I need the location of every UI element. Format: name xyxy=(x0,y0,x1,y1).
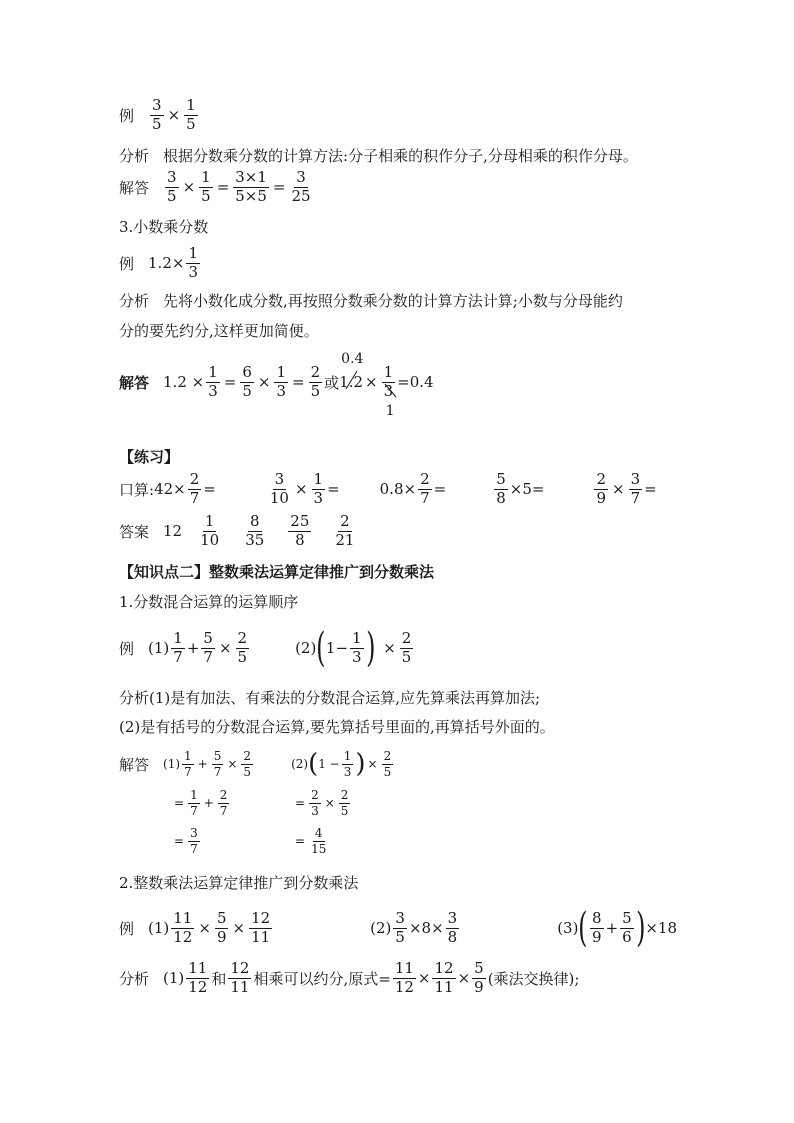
fraction: $\frac{2}{5}$ xyxy=(243,749,252,779)
section-title-1: 1.分数混合运算的运算顺序 xyxy=(119,593,299,611)
fraction: 12 11 xyxy=(230,959,250,996)
cancel-stroke-icon xyxy=(382,381,400,401)
fraction: $\frac{2}{5}$ xyxy=(401,628,412,666)
example-2: 例 1.2× $\frac{1}{3}$ xyxy=(119,244,198,281)
fraction: 1 10 xyxy=(200,512,220,549)
fraction: $\frac{3}{25}$ xyxy=(291,168,311,205)
fraction: $\frac{3}{7}$ xyxy=(190,826,198,856)
knowledge-point-2-title: 【知识点二】整数乘法运算定律推广到分数乘法 xyxy=(119,563,435,581)
analysis-3-line1: 分析(1)是有加法、有乘法的分数混合运算,应先算乘法再算加法; xyxy=(119,689,541,707)
solution-2: 解答 1.2 × $\frac{1}{3}$ = $\frac{6}{5}$ × $\frac{1}{3}$ = $\frac{2}{5}$ 或 1.2 0.4 × $\frac{1}{3}$ 1 =0.4 xyxy=(119,351,434,419)
fraction: $\frac{3}{8}$ xyxy=(447,908,458,946)
analysis-label: 分析 xyxy=(119,292,150,310)
example-label: 例 xyxy=(119,639,135,658)
fraction: $\frac{1}{3}$ xyxy=(383,363,394,400)
fraction: $\frac{1}{3}$ xyxy=(188,244,198,281)
fraction: $\frac{12}{11}$ xyxy=(434,959,454,996)
fraction: $\frac{11}{12}$ xyxy=(173,908,193,946)
cancelled-decimal: 1.2 0.4 xyxy=(339,351,364,392)
fraction: $\frac{5}{7}$ xyxy=(203,628,213,666)
analysis-text: 根据分数乘分数的计算方法:分子相乘的积作分子,分母相乘的积作分母。 xyxy=(163,147,638,165)
fraction: $\frac{2}{7}$ xyxy=(219,788,228,818)
solution-label: 解答 xyxy=(119,373,150,392)
answer-label: 答案 xyxy=(119,522,150,541)
fraction: $\frac{1}{3}$ xyxy=(208,363,218,400)
solution-label: 解答 xyxy=(119,755,150,774)
cancelled-fraction xyxy=(380,363,398,419)
solution-3-row2-right: = $\frac{2}{3}$ × $\frac{2}{5}$ xyxy=(295,788,349,818)
analysis-1 xyxy=(119,145,638,166)
fraction: $\frac{3\times 1}{5\times 5}$ xyxy=(235,168,267,205)
fraction: 25 8 xyxy=(290,512,310,549)
fraction: $\frac{5}{9}$ xyxy=(474,959,484,996)
fraction: $\frac{2}{5}$ xyxy=(237,628,248,666)
fraction: $\frac{3}{5}$ xyxy=(167,168,177,205)
section-title-2: 2.整数乘法运算定律推广到分数乘法 xyxy=(119,874,359,892)
fraction: $\frac{1}{5}$ xyxy=(186,96,196,133)
solution-3-row3-right: = $\frac{4}{15}$ xyxy=(295,826,327,856)
fraction: 1 7 xyxy=(173,628,183,666)
fraction: $\frac{1}{3}$ xyxy=(343,749,352,779)
fraction: $\frac{5}{8}$ xyxy=(496,470,506,507)
analysis-label: 分析 xyxy=(119,969,150,988)
fraction: $\frac{1}{7}$ xyxy=(190,788,198,818)
fraction: $\frac{3}{5}$ xyxy=(152,96,162,133)
fraction: $\frac{2}{7}$ xyxy=(420,470,430,507)
fraction: $\frac{1}{3}$ xyxy=(276,363,287,400)
solution-label: 解答 xyxy=(119,178,150,197)
fraction: 8 35 xyxy=(245,512,265,549)
solution-1: 解答 $\frac{3}{5}$ × $\frac{1}{5}$ = $\frac{3\times 1}{5\times 5}$ = $\frac{3}{25}$ xyxy=(119,168,311,205)
section-title-3: 3.小数乘分数 xyxy=(119,218,209,236)
fraction: $\frac{3}{7}$ xyxy=(630,470,641,507)
fraction: $\frac{12}{11}$ xyxy=(251,908,271,946)
fraction: $\frac{2}{5}$ xyxy=(383,749,392,779)
fraction: $\frac{1}{5}$ xyxy=(201,168,211,205)
fraction: $\frac{3}{10}$ xyxy=(269,470,289,507)
fraction: $\frac{2}{7}$ xyxy=(189,470,200,507)
fraction: $\frac{2}{3}$ xyxy=(311,788,319,818)
example-label: 例 xyxy=(119,254,135,273)
example-4: 例 (1) $\frac{11}{12}$ × $\frac{5}{9}$ × $\frac{12}{11}$ (2) $\frac{3}{5}$ ×8× $\frac{3}{8}$ (3) ( 8 9 + $\frac{5}{6}$ ) ×18 xyxy=(119,905,677,951)
practice-title: 【练习】 xyxy=(119,448,180,466)
fraction: $\frac{1}{3}$ xyxy=(352,628,362,666)
fraction: $\frac{5}{7}$ xyxy=(213,749,222,779)
analysis-label: 分析 xyxy=(119,147,150,165)
fraction: $\frac{2}{5}$ xyxy=(340,788,349,818)
fraction: 11 12 xyxy=(188,959,208,996)
fraction: $\frac{6}{5}$ xyxy=(242,363,252,400)
example-1: 例 $\frac{3}{5}$ × $\frac{1}{5}$ xyxy=(119,96,196,133)
analysis-4: 分析 (1) 11 12 和 12 11 相乘可以约分,原式= $\frac{11}{12}$ × $\frac{12}{11}$ × $\frac{5}{9}$ (乘法交换律); xyxy=(119,959,580,996)
fraction: $\frac{4}{15}$ xyxy=(311,826,327,856)
reduced-denominator: 1 xyxy=(385,403,395,419)
solution-3-row3-left: = $\frac{3}{7}$ xyxy=(174,826,198,856)
fraction: $\frac{5}{6}$ xyxy=(622,908,632,946)
analysis-2-line2: 分的要先约分,这样更加简便。 xyxy=(119,322,319,340)
solution-3-row1: 解答 (1) 1 7 + $\frac{5}{7}$ × $\frac{2}{5}$ (2) ( 1 − $\frac{1}{3}$ ) × $\frac{2}{5}$ xyxy=(119,749,392,780)
fraction: 1 7 xyxy=(184,749,192,779)
fraction: $\frac{2}{5}$ xyxy=(310,363,321,400)
example-label: 例 xyxy=(119,106,135,125)
fraction: $\frac{1}{3}$ xyxy=(313,470,324,507)
example-3: 例 (1) 1 7 + $\frac{5}{7}$ × $\frac{2}{5}$ (2) ( 1− $\frac{1}{3}$ ) × $\frac{2}{5}$ xyxy=(119,625,412,671)
fraction: $\frac{11}{12}$ xyxy=(394,959,414,996)
answers: 答案 12 1 10 8 35 25 8 2 21 xyxy=(119,512,355,549)
analysis-2-line1: 分析 先将小数化成分数,再按照分数乘分数的计算方法计算;小数与分母能约 xyxy=(119,292,623,310)
cancel-stroke-icon xyxy=(343,369,361,393)
solution-3-row2-left: = $\frac{1}{7}$ + $\frac{2}{7}$ xyxy=(174,788,228,818)
reduced-value: 0.4 xyxy=(341,351,364,368)
fraction: $\frac{3}{5}$ xyxy=(395,908,405,946)
analysis-3-line2: (2)是有括号的分数混合运算,要先算括号里面的,再算括号外面的。 xyxy=(119,718,555,736)
fraction: 8 9 xyxy=(592,908,602,946)
fraction: $\frac{2}{9}$ xyxy=(596,470,606,507)
fraction: 2 21 xyxy=(335,512,355,549)
example-label: 例 xyxy=(119,919,135,938)
fraction: $\frac{5}{9}$ xyxy=(216,908,227,946)
oral-calculation: 口算: 42× $\frac{2}{7}$ = $\frac{3}{10}$ × $\frac{1}{3}$ = 0.8× $\frac{2}{7}$ = $\frac{5}{8}$ ×5= $\frac{2}{9}$ × $\frac{3}{7}$ = xyxy=(119,470,657,507)
